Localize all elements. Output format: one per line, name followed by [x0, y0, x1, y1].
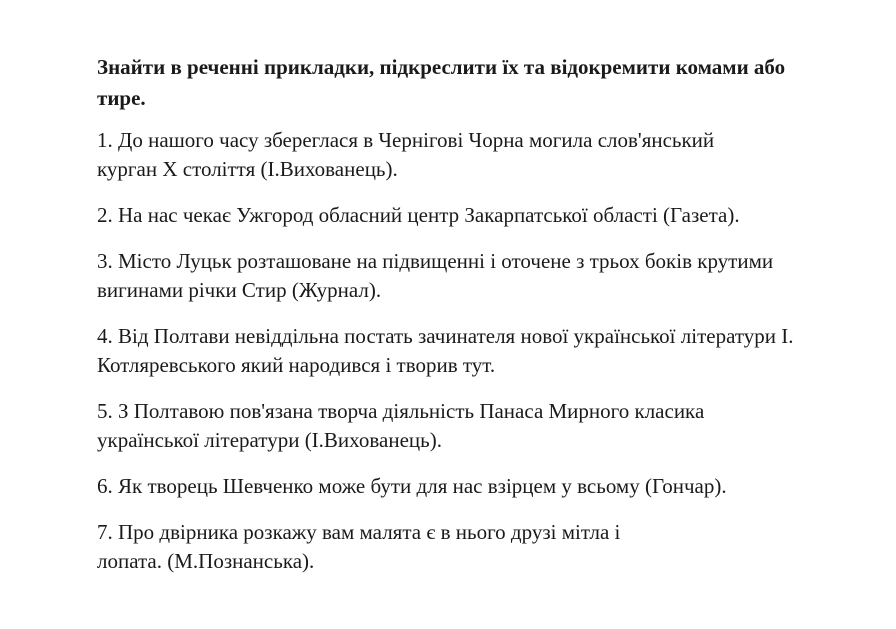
sentence-item-3	[97, 247, 867, 305]
sentence-line: 6. Як творець Шевченко може бути для нас взірцем у всьому (Гончар).	[97, 474, 727, 498]
sentence-line: 5. З Полтавою пов'язана творча діяльність Панаса Мирного класика	[97, 399, 705, 423]
sentence-line: Котляревського який народився і творив тут.	[97, 353, 496, 377]
sentence-line: лопата. (М.Познанська).	[97, 549, 315, 573]
sentence-item-4	[97, 322, 867, 380]
sentence-line: 3. Місто Луцьк розташоване на підвищенні і оточене з трьох боків крутими	[97, 249, 774, 273]
sentence-item-1	[97, 126, 867, 184]
task-title-line: тире.	[97, 86, 146, 110]
sentence-item-6	[97, 472, 867, 501]
sentence-item-2	[97, 201, 867, 230]
sentence-line: 7. Про двірника розкажу вам малята є в нього друзі мітла і	[97, 520, 621, 544]
sentence-line: української літератури (І.Вихованець).	[97, 428, 442, 452]
sentence-item-7	[97, 518, 867, 576]
sentence-line: вигинами річки Стир (Журнал).	[97, 278, 382, 302]
sentence-list	[97, 126, 867, 593]
sentence-line: 2. На нас чекає Ужгород обласний центр Закарпатської області (Газета).	[97, 203, 740, 227]
task-title-line: Знайти в реченні прикладки, підкреслити їх та відокремити комами або	[97, 55, 786, 79]
sentence-line: 1. До нашого часу збереглася в Чернігові Чорна могила слов'янський	[97, 128, 715, 152]
sentence-line: курган X століття (І.Вихованець).	[97, 157, 398, 181]
task-title	[97, 52, 857, 114]
sentence-item-5	[97, 397, 867, 455]
sentence-line: 4. Від Полтави невіддільна постать зачинателя нової української літератури І.	[97, 324, 794, 348]
